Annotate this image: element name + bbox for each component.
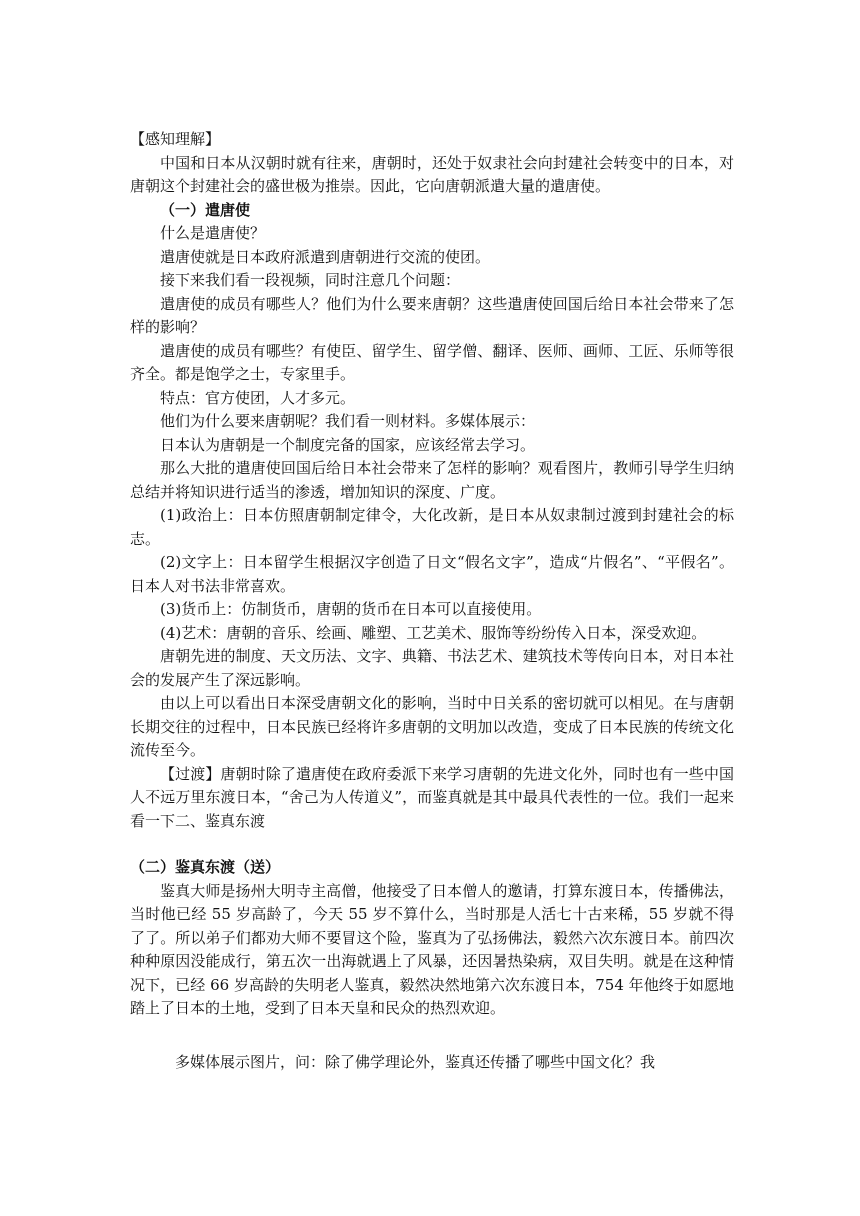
section-heading-jianzhen: （二）鉴真东渡（送） bbox=[130, 858, 281, 876]
paragraph: 遣唐使就是日本政府派遣到唐朝进行交流的使团。 bbox=[160, 247, 491, 266]
intro-paragraph: 中国和日本从汉朝时就有往来，唐朝时，还处于奴隶社会向封建社会转变中的日本，对唐朝这个封建社会的盛世极为推崇。因此，它向唐朝派遣大量的遣唐使。 bbox=[130, 153, 734, 195]
paragraph: 多媒体展示图片，问：除了佛学理论外，鉴真还传播了哪些中国文化？我 bbox=[175, 1052, 656, 1071]
paragraph: 什么是遣唐使？ bbox=[160, 224, 266, 242]
paragraph: 遣唐使的成员有哪些？有使臣、留学生、留学僧、翻译、医师、画师、工匠、乐师等很齐全。都是饱学之士，专家里手。 bbox=[130, 341, 734, 383]
transition-paragraph: 【过渡】唐朝时除了遣唐使在政府委派下来学习唐朝的先进文化外，同时也有一些中国人不远万里东渡日本，“舍己为人传道义”，而鉴真就是其中最具代表性的一位。我们一起来看一下二、鉴真东渡 bbox=[130, 764, 734, 830]
list-item-politics: (1)政治上：日本仿照唐朝制定律令，大化改新，是日本从奴隶制过渡到封建社会的标志。 bbox=[130, 506, 734, 548]
list-item-writing: (2)文字上：日本留学生根据汉字创造了日文“假名文字”，造成“片假名”、“平假名”。日本人对书法非常喜欢。 bbox=[130, 553, 734, 595]
paragraph: 特点：官方使团，人才多元。 bbox=[160, 388, 356, 407]
heading-perception: 【感知理解】 bbox=[130, 130, 221, 148]
paragraph: 那么大批的遣唐使回国后给日本社会带来了怎样的影响？观看图片，教师引导学生归纳总结并将知识进行适当的渗透，增加知识的深度、广度。 bbox=[130, 459, 734, 501]
paragraph: 遣唐使的成员有哪些人？他们为什么要来唐朝？这些遣唐使回国后给日本社会带来了怎样的影响？ bbox=[130, 294, 734, 336]
paragraph: 鉴真大师是扬州大明寺主高僧，他接受了日本僧人的邀请，打算东渡日本，传播佛法，当时他已经 55 岁高龄了，今天 55 岁不算什么，当时那是人活七十古来稀，55 岁就不得了了。所以弟子们都劝大师不要冒这个险，鉴真为了弘扬佛法，毅然六次东渡日本。前四次种种原因没能成行，第五次一出海就遇上了风暴，还因暑热染病，双目失明。就是在这种情况下，已经 66 岁高龄的失明老人鉴真，毅然决然地第六次东渡日本，754 年他终于如愿地踏上了日本的土地，受到了日本天皇和民众的热烈欢迎。 bbox=[130, 881, 734, 1017]
paragraph: 接下来我们看一段视频，同时注意几个问题： bbox=[160, 271, 461, 289]
paragraph: 他们为什么要来唐朝呢？我们看一则材料。多媒体展示： bbox=[160, 412, 536, 430]
paragraph: 唐朝先进的制度、天文历法、文字、典籍、书法艺术、建筑技术等传向日本，对日本社会的发展产生了深远影响。 bbox=[130, 647, 734, 689]
list-item-currency: (3)货币上：仿制货币，唐朝的货币在日本可以直接使用。 bbox=[160, 600, 542, 618]
spacer bbox=[130, 833, 734, 856]
section-heading-envoys: （一）遣唐使 bbox=[160, 200, 251, 219]
spacer bbox=[130, 1021, 734, 1051]
paragraph: 由以上可以看出日本深受唐朝文化的影响，当时中日关系的密切就可以相见。在与唐朝长期交往的过程中，日本民族已经将许多唐朝的文明加以改造，变成了日本民族的传统文化流传至今。 bbox=[130, 694, 734, 759]
document-body bbox=[130, 128, 734, 1074]
list-item-art: (4)艺术：唐朝的音乐、绘画、雕塑、工艺美术、服饰等纷纷传入日本，深受欢迎。 bbox=[160, 623, 707, 642]
paragraph: 日本认为唐朝是一个制度完备的国家，应该经常去学习。 bbox=[160, 435, 536, 454]
